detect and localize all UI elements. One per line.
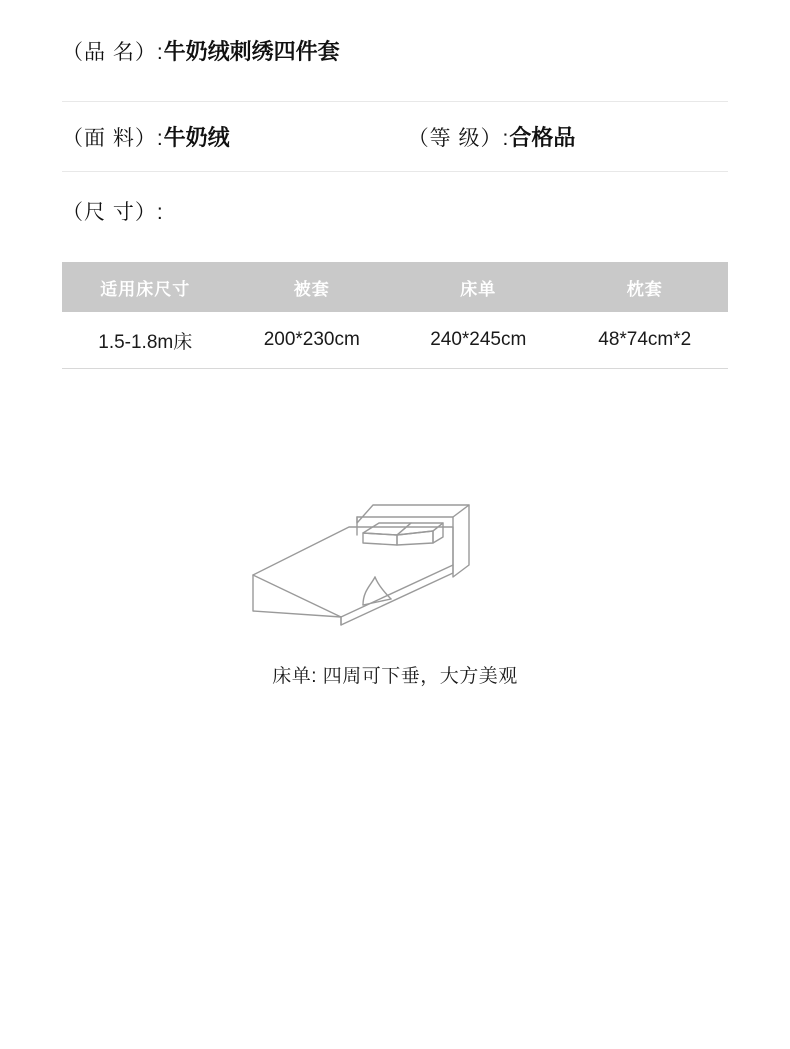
grade-value: 合格品: [509, 125, 576, 150]
product-name-value: 牛奶绒刺绣四件套: [163, 39, 340, 64]
size-table-header-row: [62, 262, 728, 312]
cell-duvet-cover: 200*230cm: [229, 312, 396, 369]
cell-pillowcase: 48*74cm*2: [562, 312, 729, 369]
product-name-cell: [62, 35, 340, 66]
fabric-value: 牛奶绒: [163, 125, 230, 150]
size-table: [62, 262, 728, 369]
size-table-body: [62, 312, 728, 369]
cell-bed-size: 1.5-1.8m床: [62, 312, 229, 369]
column-header-duvet-cover: 被套: [229, 262, 396, 312]
size-table-wrapper: [62, 262, 728, 369]
size-label: （尺 寸）:: [62, 201, 164, 224]
grade-cell: [408, 121, 576, 152]
spec-block: [0, 0, 790, 250]
column-header-bed-size: 适用床尺寸: [62, 262, 229, 312]
cell-bed-sheet: 240*245cm: [395, 312, 562, 369]
illustration-area: [0, 465, 790, 688]
bed-line-drawing-icon: [245, 465, 545, 635]
spec-row-product-name: [62, 0, 728, 102]
fabric-cell: [62, 121, 230, 152]
column-header-pillowcase: 枕套: [562, 262, 729, 312]
fabric-label: （面 料）:: [62, 127, 164, 150]
size-table-head: [62, 262, 728, 312]
spec-row-size: [62, 172, 728, 250]
product-name-label: （品 名）:: [62, 41, 164, 64]
table-row: [62, 312, 728, 369]
column-header-bed-sheet: 床单: [395, 262, 562, 312]
illustration-caption: 床单: 四周可下垂，大方美观: [272, 666, 518, 687]
spec-row-fabric-grade: [62, 102, 728, 172]
grade-label: （等 级）:: [407, 127, 510, 150]
